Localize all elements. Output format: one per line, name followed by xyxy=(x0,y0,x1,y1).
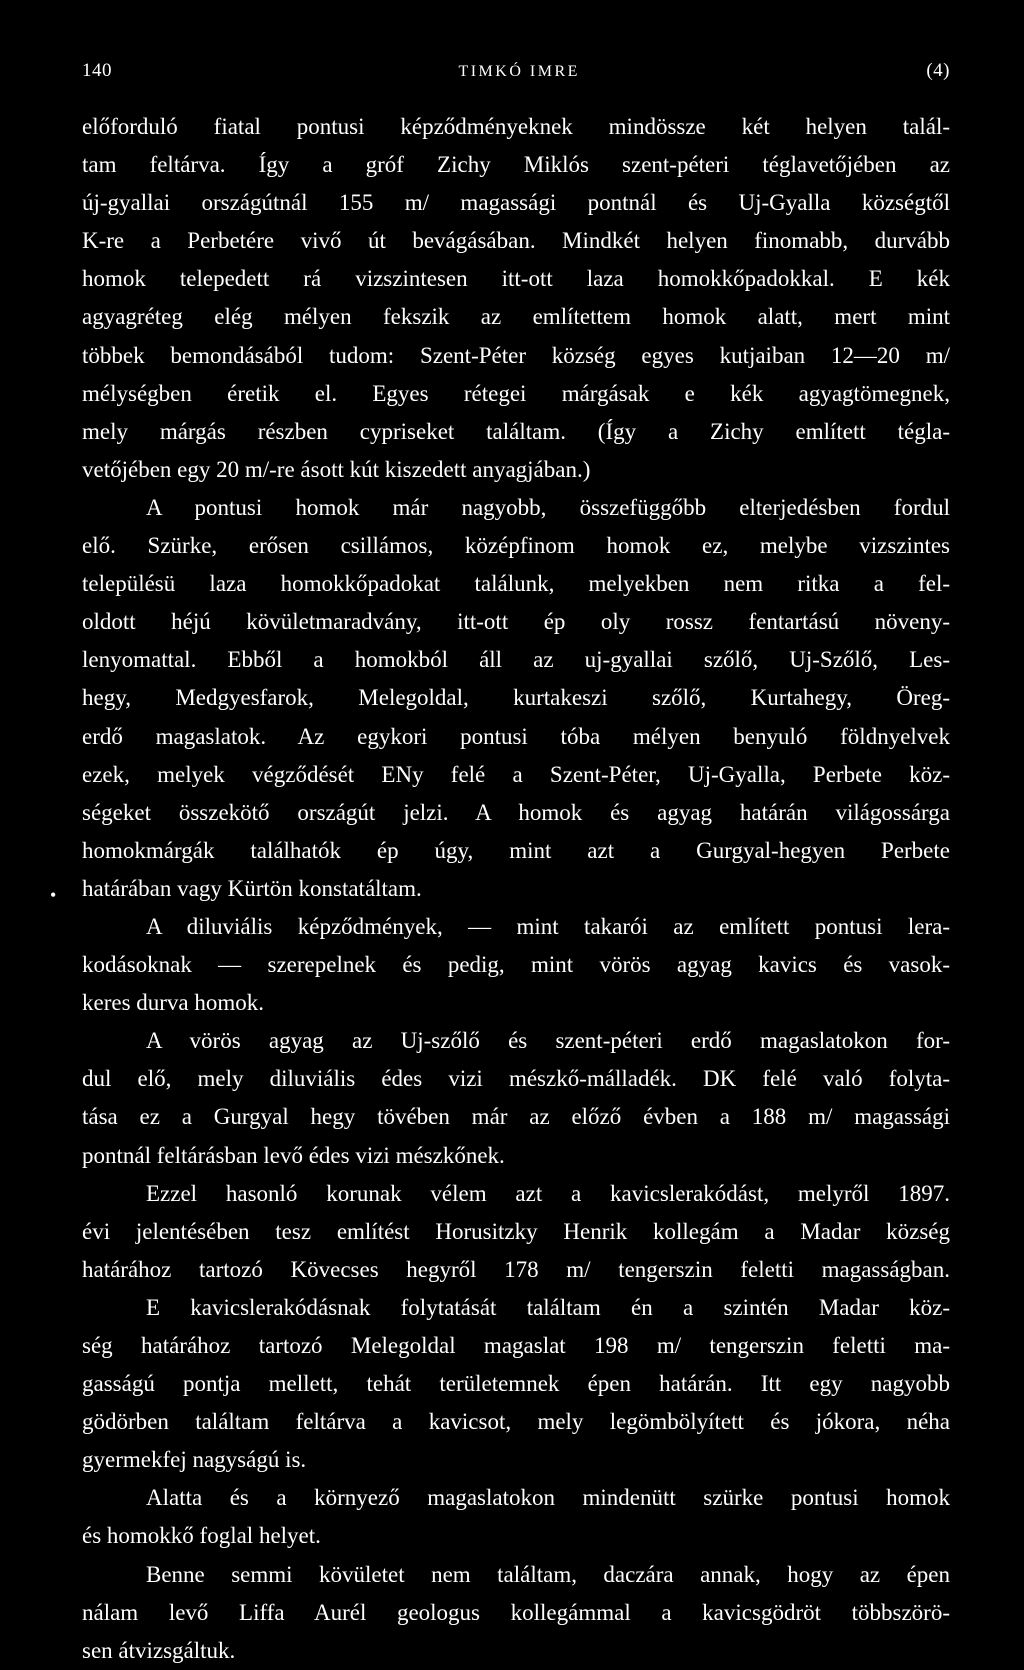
page-number: 140 xyxy=(82,60,112,81)
text-line: lenyomattal. Ebből a homokból áll az uj-gyallai szőlő, Uj-Szőlő, Les- xyxy=(82,647,950,673)
text-line: ezek, melyek végződését ENy felé a Szent-Péter, Uj-Gyalla, Perbete köz- xyxy=(82,761,950,787)
text-line: tása ez a Gurgyal hegy tövében már az előző évben a 188 m/ magassági xyxy=(82,1104,950,1130)
text-line: új-gyallai országútnál 155 m/ magassági pontnál és Uj-Gyalla községtől xyxy=(82,190,950,216)
text-line: elő. Szürke, erősen csillámos, középfinom homok ez, melybe vizszintes xyxy=(82,533,950,559)
margin-bullet: • xyxy=(50,885,57,905)
text-line: Benne semmi kövületet nem találtam, daczára annak, hogy az épen xyxy=(146,1561,950,1587)
text-line: A diluviális képződmények, — mint takarói az említett pontusi lera- xyxy=(146,913,950,939)
text-line: erdő magaslatok. Az egykori pontusi tóba mélyen benyuló földnyelvek xyxy=(82,723,950,749)
page-header xyxy=(82,60,950,82)
text-line: határához tartozó Kövecses hegyről 178 m/ tengerszin feletti magasságban. xyxy=(82,1256,950,1282)
section-number: (4) xyxy=(926,60,950,81)
text-line: dul elő, mely diluviális édes vizi mészkő-málladék. DK felé való folyta- xyxy=(82,1066,950,1092)
text-line: határában vagy Kürtön konstatáltam. xyxy=(82,875,422,901)
text-line: gyermekfej nagyságú is. xyxy=(82,1447,307,1473)
text-line: ség határához tartozó Melegoldal magaslat 198 m/ tengerszin feletti ma- xyxy=(82,1333,950,1358)
text-line: gödörben találtam feltárva a kavicsot, mely legömbölyített és jókora, néha xyxy=(82,1409,950,1435)
text-line: előforduló fiatal pontusi képződményeknek mindössze két helyen talál- xyxy=(82,114,950,139)
text-line: pontnál feltárásban levő édes vizi mészkőnek. xyxy=(82,1142,505,1168)
page-body xyxy=(82,108,950,1670)
text-line: gasságú pontja mellett, tehát területemnek épen határán. Itt egy nagyobb xyxy=(82,1371,950,1397)
text-line: településü laza homokkőpadokat találunk, melyekben nem ritka a fel- xyxy=(82,571,950,597)
text-line: többek bemondásából tudom: Szent-Péter község egyes kutjaiban 12—20 m/ xyxy=(82,342,950,368)
text-line: vetőjében egy 20 m/-re ásott kút kiszedett anyagjában.) xyxy=(82,456,591,482)
text-line: keres durva homok. xyxy=(82,990,265,1016)
text-line: A vörös agyag az Uj-szőlő és szent-péteri erdő magaslatokon for- xyxy=(146,1028,950,1054)
text-line: kodásoknak — szerepelnek és pedig, mint vörös agyag kavics és vasok- xyxy=(82,952,950,978)
text-line: évi jelentésében tesz említést Horusitzky Henrik kollegám a Madar község xyxy=(82,1218,950,1244)
text-line: oldott héjú kövületmaradvány, itt-ott ép oly rossz fentartású növeny- xyxy=(82,609,950,635)
text-line: Ezzel hasonló korunak vélem azt a kavicslerakódást, melyről 1897. xyxy=(146,1180,950,1206)
text-line: mely márgás részben cypriseket találtam. (Így a Zichy említett tégla- xyxy=(82,418,950,444)
text-line: tam feltárva. Így a gróf Zichy Miklós szent-péteri téglavetőjében az xyxy=(82,152,950,178)
text-line: E kavicslerakódásnak folytatását találtam én a szintén Madar köz- xyxy=(146,1294,950,1320)
text-line: és homokkő foglal helyet. xyxy=(82,1523,321,1549)
text-line: sen átvizsgáltuk. xyxy=(82,1637,236,1663)
text-line: mélységben éretik el. Egyes rétegei márgásak e kék agyagtömegnek, xyxy=(82,380,950,406)
text-line: homok telepedett rá vizszintesen itt-ott laza homokkőpadokkal. E kék xyxy=(82,266,950,292)
text-line: Alatta és a környező magaslatokon mindenütt szürke pontusi homok xyxy=(146,1485,950,1511)
text-line: K-re a Perbetére vivő út bevágásában. Mindkét helyen finomabb, durvább xyxy=(82,228,950,254)
text-line: homokmárgák találhatók ép úgy, mint azt a Gurgyal-hegyen Perbete xyxy=(82,837,950,863)
text-line: ségeket összekötő országút jelzi. A homok és agyag határán világossárga xyxy=(82,799,950,825)
text-line: hegy, Medgyesfarok, Melegoldal, kurtakeszi szőlő, Kurtahegy, Öreg- xyxy=(82,685,950,711)
text-line: agyagréteg elég mélyen fekszik az említettem homok alatt, mert mint xyxy=(82,304,950,330)
running-title: TIMKÓ IMRE xyxy=(458,63,580,80)
text-line: nálam levő Liffa Aurél geologus kollegámmal a kavicsgödröt többszörö- xyxy=(82,1599,950,1625)
text-line: A pontusi homok már nagyobb, összefüggőbb elterjedésben fordul xyxy=(146,494,950,520)
